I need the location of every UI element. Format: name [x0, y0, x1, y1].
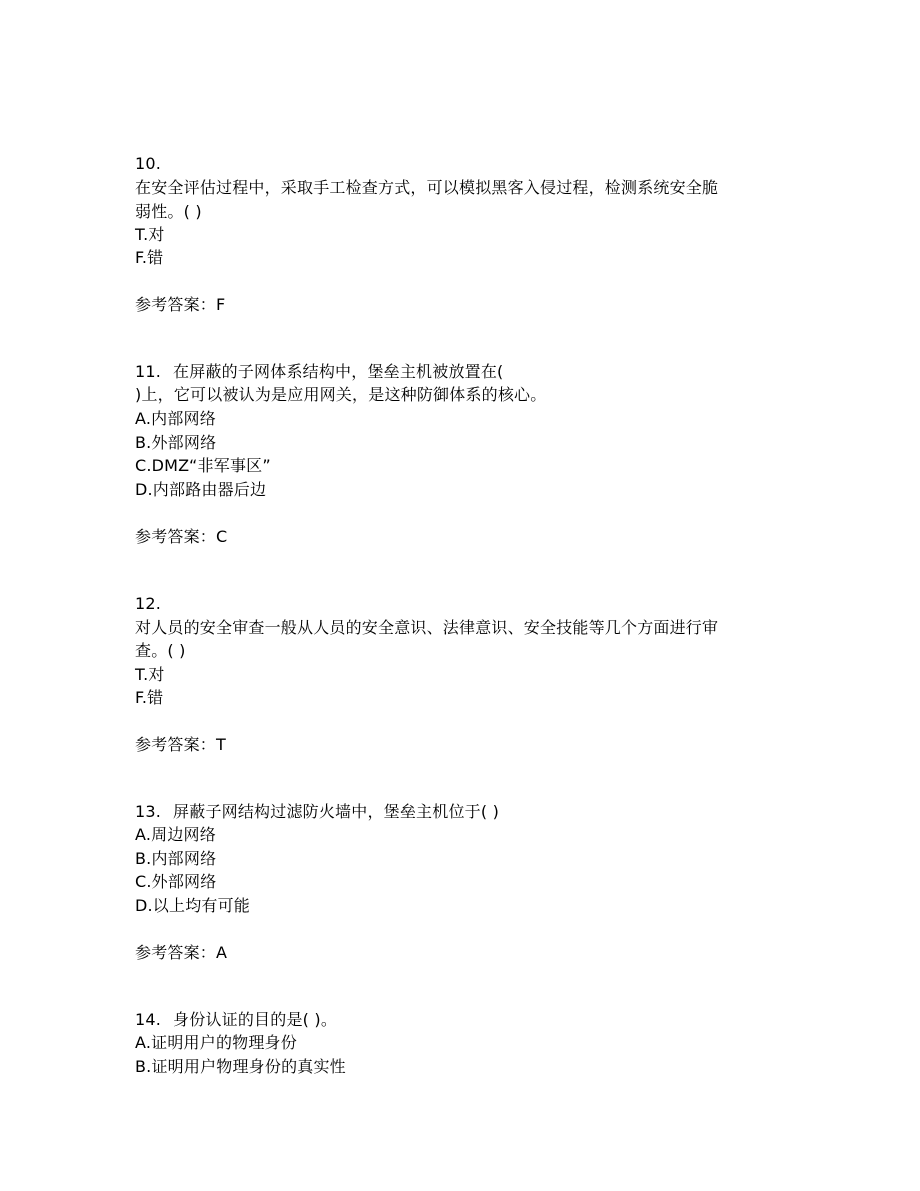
question-13-option-b: B.内部网络 — [135, 849, 217, 868]
question-11-stem-line2: )上，它可以被认为是应用网关，是这种防御体系的核心。 — [135, 385, 547, 404]
question-14-stem-line1: 14. 身份认证的目的是( )。 — [135, 1010, 338, 1029]
question-12-option-t: T.对 — [135, 665, 165, 684]
question-11-number: 11. — [135, 362, 162, 381]
question-13-option-c: C.外部网络 — [135, 872, 217, 891]
question-11-option-d: D.内部路由器后边 — [135, 480, 267, 499]
answer-value: C — [216, 527, 228, 546]
question-11-answer — [135, 526, 815, 548]
question-12-stem-line2: 查。( ) — [135, 641, 186, 660]
answer-value: T — [216, 735, 226, 754]
question-14-option-b: B.证明用户物理身份的真实性 — [135, 1057, 346, 1076]
question-11-option-a: A.内部网络 — [135, 409, 216, 428]
answer-value: F — [216, 295, 226, 314]
question-11-option-b: B.外部网络 — [135, 433, 217, 452]
question-13-number: 13. — [135, 802, 162, 821]
question-14-number: 14. — [135, 1010, 162, 1029]
answer-label: 参考答案： — [135, 735, 217, 754]
question-12-option-f: F.错 — [135, 688, 164, 707]
question-12-number: 12. — [135, 594, 162, 613]
question-10-stem-line1: 在安全评估过程中，采取手工检查方式，可以模拟黑客入侵过程，检测系统安全脆 — [135, 178, 719, 197]
question-13-stem-line1: 13. 屏蔽子网结构过滤防火墙中，堡垒主机位于( ) — [135, 802, 500, 821]
answer-label: 参考答案： — [135, 295, 217, 314]
answer-value: A — [216, 943, 228, 962]
answer-label: 参考答案： — [135, 943, 217, 962]
question-12-answer — [135, 734, 815, 756]
question-11-option-c: C.DMZ“非军事区” — [135, 456, 271, 475]
question-13-answer — [135, 942, 815, 964]
question-10-option-t: T.对 — [135, 225, 165, 244]
question-13-option-d: D.以上均有可能 — [135, 896, 251, 915]
question-10-answer — [135, 294, 815, 316]
question-12-stem-line1: 对人员的安全审查一般从人员的安全意识、法律意识、安全技能等几个方面进行审 — [135, 618, 719, 637]
question-14-option-a: A.证明用户的物理身份 — [135, 1033, 297, 1052]
question-11-stem-line1: 11. 在屏蔽的子网体系结构中，堡垒主机被放置在( — [135, 362, 504, 381]
answer-label: 参考答案： — [135, 527, 217, 546]
question-10-option-f: F.错 — [135, 248, 164, 267]
question-13-option-a: A.周边网络 — [135, 825, 216, 844]
question-10-number: 10. — [135, 154, 162, 173]
question-10-stem-line2: 弱性。( ) — [135, 202, 202, 221]
